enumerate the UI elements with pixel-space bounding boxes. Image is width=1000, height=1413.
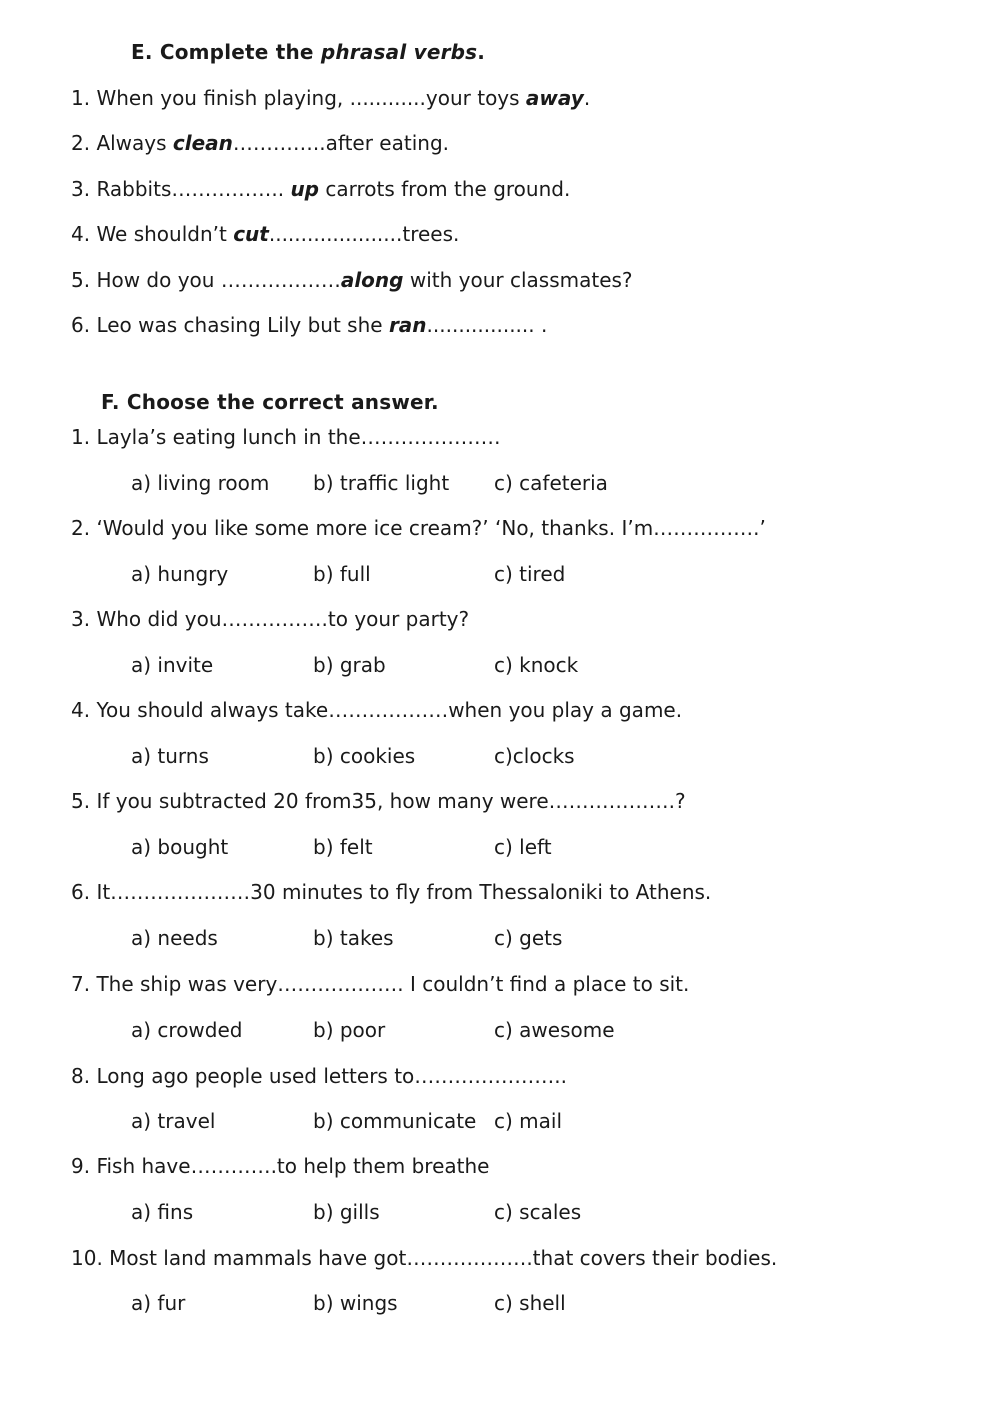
question-2-option-a[interactable]: a) hungry: [131, 562, 229, 586]
question-6: 6. It…………………30 minutes to fly from Thessaloniki to Athens.: [71, 880, 712, 904]
phrasal-item-2-post: …………..after eating.: [232, 131, 449, 155]
question-3-option-c[interactable]: c) knock: [494, 653, 579, 677]
section-f-heading: F. Choose the correct answer.: [101, 390, 439, 414]
question-4-option-a[interactable]: a) turns: [131, 744, 209, 768]
question-9: 9. Fish have………….to help them breathe: [71, 1154, 490, 1178]
phrasal-item-2: [71, 131, 449, 155]
question-10-option-b[interactable]: b) wings: [313, 1291, 398, 1315]
question-5-option-b[interactable]: b) felt: [313, 835, 373, 859]
question-4-option-b[interactable]: b) cookies: [313, 744, 416, 768]
phrasal-item-1-post: .: [583, 86, 591, 110]
question-10: 10. Most land mammals have got……………….that covers their bodies.: [71, 1246, 778, 1270]
phrasal-item-6-post: ................. .: [426, 313, 548, 337]
question-5-option-a[interactable]: a) bought: [131, 835, 229, 859]
phrasal-item-6-pre: 6. Leo was chasing Lily but she: [71, 313, 389, 337]
section-e-heading-prefix: E. Complete the: [131, 40, 321, 64]
phrasal-item-1-key: away: [525, 86, 584, 110]
phrasal-item-6-key: ran: [388, 313, 427, 337]
section-e-heading-suffix: .: [477, 40, 486, 64]
question-3-option-b[interactable]: b) grab: [313, 653, 386, 677]
phrasal-item-4-pre: 4. We shouldn’t: [71, 222, 234, 246]
question-3: 3. Who did you…………….to your party?: [71, 607, 470, 631]
question-9-option-b[interactable]: b) gills: [313, 1200, 380, 1224]
question-1: 1. Layla’s eating lunch in the…………………: [71, 425, 501, 449]
phrasal-item-2-pre: 2. Always: [71, 131, 173, 155]
question-1-option-c[interactable]: c) cafeteria: [494, 471, 608, 495]
question-3-option-a[interactable]: a) invite: [131, 653, 214, 677]
question-7-option-c[interactable]: c) awesome: [494, 1018, 615, 1042]
question-1-option-b[interactable]: b) traffic light: [313, 471, 450, 495]
phrasal-item-3-pre: 3. Rabbits……………..: [71, 177, 291, 201]
question-10-option-c[interactable]: c) shell: [494, 1291, 566, 1315]
question-4-option-c[interactable]: c)clocks: [494, 744, 575, 768]
question-8-option-c[interactable]: c) mail: [494, 1109, 563, 1133]
question-2-option-b[interactable]: b) full: [313, 562, 371, 586]
phrasal-item-5-post: with your classmates?: [403, 268, 633, 292]
question-9-option-c[interactable]: c) scales: [494, 1200, 582, 1224]
question-8: 8. Long ago people used letters to…………………..: [71, 1064, 567, 1088]
question-10-option-a[interactable]: a) fur: [131, 1291, 186, 1315]
phrasal-item-2-key: clean: [172, 131, 233, 155]
section-e-heading-emph: phrasal verbs: [320, 40, 478, 64]
question-7: 7. The ship was very………………. I couldn’t find a place to sit.: [71, 972, 690, 996]
question-6-option-c[interactable]: c) gets: [494, 926, 563, 950]
question-6-option-a[interactable]: a) needs: [131, 926, 218, 950]
question-2: 2. ‘Would you like some more ice cream?’ ‘No, thanks. I’m…………….’: [71, 516, 766, 540]
question-8-option-a[interactable]: a) travel: [131, 1109, 216, 1133]
phrasal-item-4-post: .....................trees.: [268, 222, 460, 246]
phrasal-item-1: [71, 86, 590, 110]
phrasal-item-6: [71, 313, 547, 337]
section-e-heading: [131, 40, 485, 64]
question-2-option-c[interactable]: c) tired: [494, 562, 566, 586]
question-7-option-a[interactable]: a) crowded: [131, 1018, 243, 1042]
phrasal-item-3-key: up: [290, 177, 319, 201]
phrasal-item-3: [71, 177, 570, 201]
phrasal-item-4-key: cut: [233, 222, 269, 246]
phrasal-item-5-key: along: [340, 268, 404, 292]
question-5: 5. If you subtracted 20 from35, how many were……………….?: [71, 789, 686, 813]
question-7-option-b[interactable]: b) poor: [313, 1018, 386, 1042]
phrasal-item-3-post: carrots from the ground.: [319, 177, 571, 201]
question-4: 4. You should always take………………when you play a game.: [71, 698, 683, 722]
question-1-option-a[interactable]: a) living room: [131, 471, 270, 495]
question-6-option-b[interactable]: b) takes: [313, 926, 394, 950]
question-5-option-c[interactable]: c) left: [494, 835, 552, 859]
phrasal-item-5-pre: 5. How do you ………………: [71, 268, 341, 292]
phrasal-item-1-pre: 1. When you finish playing, ............your toys: [71, 86, 526, 110]
phrasal-item-4: [71, 222, 459, 246]
question-8-option-b[interactable]: b) communicate: [313, 1109, 477, 1133]
phrasal-item-5: [71, 268, 633, 292]
question-9-option-a[interactable]: a) fins: [131, 1200, 194, 1224]
